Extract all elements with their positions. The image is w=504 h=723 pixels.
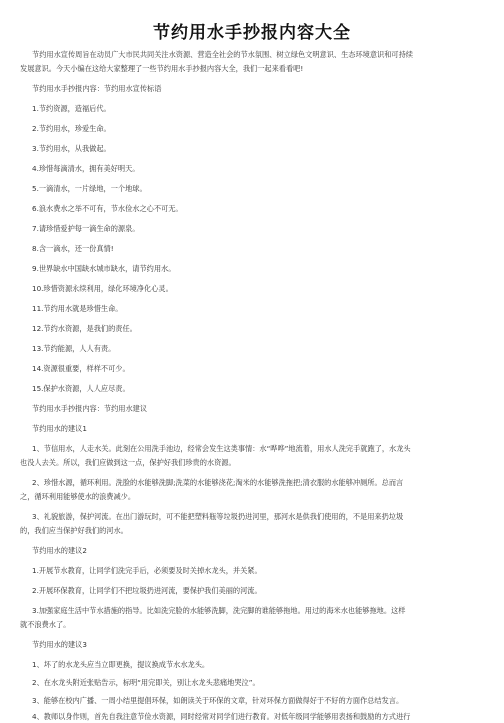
suggestion1-heading: 节约用水的建议1 [32,424,87,433]
section2-heading: 节约用水手抄报内容：节约用水建议 [32,404,148,413]
section1-heading: 节约用水手抄报内容：节约用水宣传标语 [32,84,162,93]
suggestion2-item-line1: 3.加强家庭生活中节水措施的指导。比如洗完脸的水能够洗脚，洗完脚的谁能够拖地。用过的海米水也能够拖地。这样 [32,606,406,615]
slogan-item: 6.浪水费水之举不可有，节水俭水之心不可无。 [32,204,183,213]
intro-line-2: 发展意识。今天小编在这给大家整理了一些节约用水手抄报内容大全，我们一起来看看吧! [20,64,304,73]
suggestion1-paragraph3-line1: 3、礼貌旅游，保护河流。在出门游玩时，可不能把塑料瓶等垃圾扔进河里，那河水是供我们使用的，不是用来扔垃圾 [32,512,404,521]
suggestion3-item: 1、坏了的水龙头应当立即更换，提议换成节水水龙头。 [32,660,210,669]
suggestion2-item-line2: 就不浪费水了。 [20,620,71,629]
slogan-item: 2.节约用水，珍爱生命。 [32,124,111,133]
suggestion3-item: 2、在水龙头附近张贴告示，标明“用完即关，别让水龙头悲痛地哭泣”。 [32,678,260,687]
suggestion3-heading: 节约用水的建议3 [32,640,87,649]
suggestion1-paragraph2-line2: 之，循环利用能够使水的浪费减少。 [20,492,136,501]
slogan-item: 3.节约用水，从我做起。 [32,144,111,153]
slogan-item: 15.保护水资源，人人应尽责。 [32,384,130,393]
slogan-item: 10.珍惜资源永续利用，绿化环境净化心灵。 [32,284,173,293]
slogan-item: 14.资源很重要，样样不可少。 [32,364,130,373]
slogan-item: 11.节约用水就是珍惜生命。 [32,304,123,313]
suggestion3-item: 3、能够在校内广播、一周小结里提倡环保，如朗读关于环保的文章，针对环保方面做得好于不好的方面作总结发言。 [32,696,404,705]
suggestion1-paragraph1-line2: 也没人去关。所以，我们应做到这一点，保护好我们珍贵的水资源。 [20,458,236,467]
slogan-item: 7.请珍惜爱护每一滴生命的源泉。 [32,224,140,233]
slogan-item: 4.珍惜每滴清水，拥有美好明天。 [32,164,140,173]
suggestion1-paragraph1-line1: 1、节信用水，人走水关。此刻在公用洗手池边，经常会发生这类事情：水“哗哗”地流着，用水人洗完手就跑了，水龙头 [32,444,411,453]
page-title: 节约用水手抄报内容大全 [153,23,351,43]
suggestion2-item: 1.开展节水教育，让同学们洗完手后，必须要及时关掉水龙头，并关紧。 [32,566,262,575]
suggestion2-heading: 节约用水的建议2 [32,546,87,555]
slogan-item: 5.一滴清水，一片绿地，一个地球。 [32,184,147,193]
suggestion1-paragraph2-line1: 2、珍惜水源，循环利用。洗脸的水能够洗脚;洗菜的水能够浇花;淘米的水能够洗拖把;清衣服的水能够冲厕所。总而言 [32,478,404,487]
slogan-item: 8.含一滴水，还一份真情! [32,244,114,253]
slogan-item: 12.节约水资源，是我们的责任。 [32,324,137,333]
slogan-item: 13.节约能源，人人有责。 [32,344,116,353]
slogan-item: 9.世界缺水中国缺水城市缺水，请节约用水。 [32,264,176,273]
slogan-item: 1.节约资源，造福后代。 [32,104,111,113]
suggestion1-paragraph3-line2: 的，我们应当保护好我们的河水。 [20,526,128,535]
suggestion2-item: 2.开展环保教育，让同学们不把垃圾扔进河流，要保护我们美丽的河流。 [32,586,262,595]
intro-line-1: 节约用水宣传周旨在动员广大市民共同关注水资源、营造全社会的节水氛围、树立绿色文明意识、生态环境意识和可持续 [32,50,413,59]
suggestion3-item: 4、教师以身作则，首先自我注意节俭水资源，同时经常对同学们进行教育。对低年级同学能够用表扬和鼓励的方式进行 [32,712,411,721]
